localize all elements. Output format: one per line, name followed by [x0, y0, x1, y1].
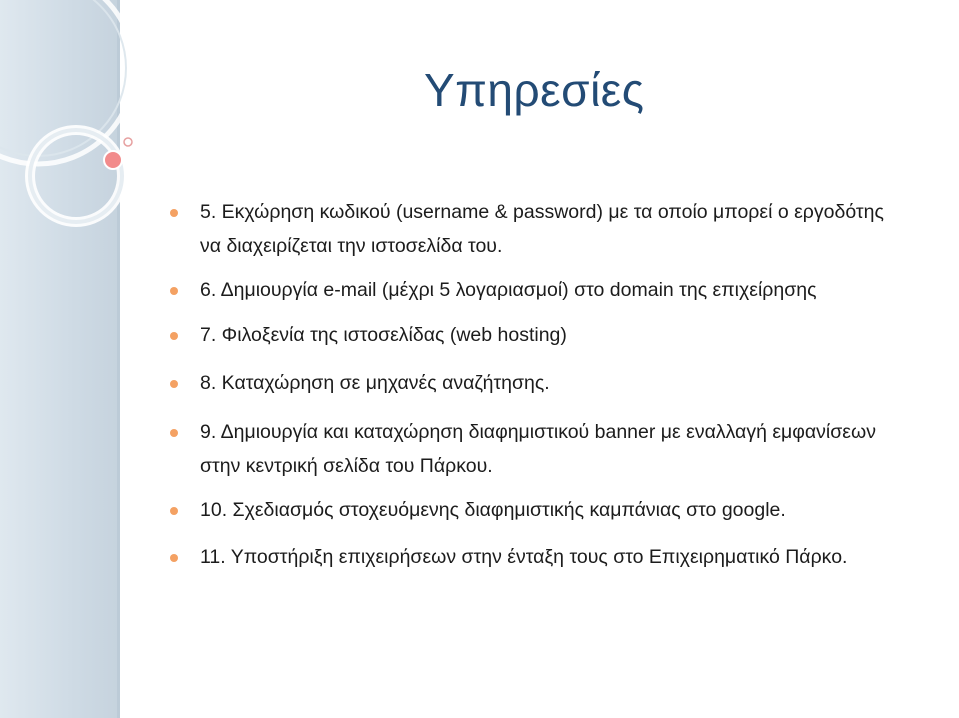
- medium-ring-inner: [30, 130, 122, 222]
- bullet-dot-icon: [170, 429, 178, 437]
- bullet-dot-icon: [170, 209, 178, 217]
- bullet-text: 9. Δημιουργία και καταχώρηση διαφημιστικού banner με εναλλαγή εμφανίσεων στην κεντρική σελίδα του Πάρκου.: [200, 421, 876, 477]
- bullet-text: 8. Καταχώρηση σε μηχανές αναζήτησης.: [200, 372, 550, 394]
- small-ring-decoration: [124, 138, 132, 146]
- bullet-text: 7. Φιλοξενία της ιστοσελίδας (web hosting): [200, 324, 567, 346]
- slide-title: Υπηρεσίες: [424, 64, 645, 116]
- bullet-text: 10. Σχεδιασμός στοχευόμενης διαφημιστικής καμπάνιας στο google.: [200, 499, 786, 521]
- bullet-text: 11. Υποστήριξη επιχειρήσεων στην ένταξη τους στο Επιχειρηματικό Πάρκο.: [200, 546, 848, 568]
- bullet-dot-icon: [170, 332, 178, 340]
- bullet-text: 5. Εκχώρηση κωδικού (username & password) με τα οποίο μπορεί ο εργοδότης να διαχειρίζεται την ιστοσελίδα του.: [200, 201, 884, 257]
- bullet-dot-icon: [170, 507, 178, 515]
- bullet-text: 6. Δημιουργία e-mail (μέχρι 5 λογαριασμοί) στο domain της επιχείρησης: [200, 279, 817, 301]
- bullet-dot-icon: [170, 287, 178, 295]
- accent-dot-decoration: [104, 151, 122, 169]
- bullet-dot-icon: [170, 554, 178, 562]
- bullet-dot-icon: [170, 380, 178, 388]
- decorative-circles: [0, 0, 200, 260]
